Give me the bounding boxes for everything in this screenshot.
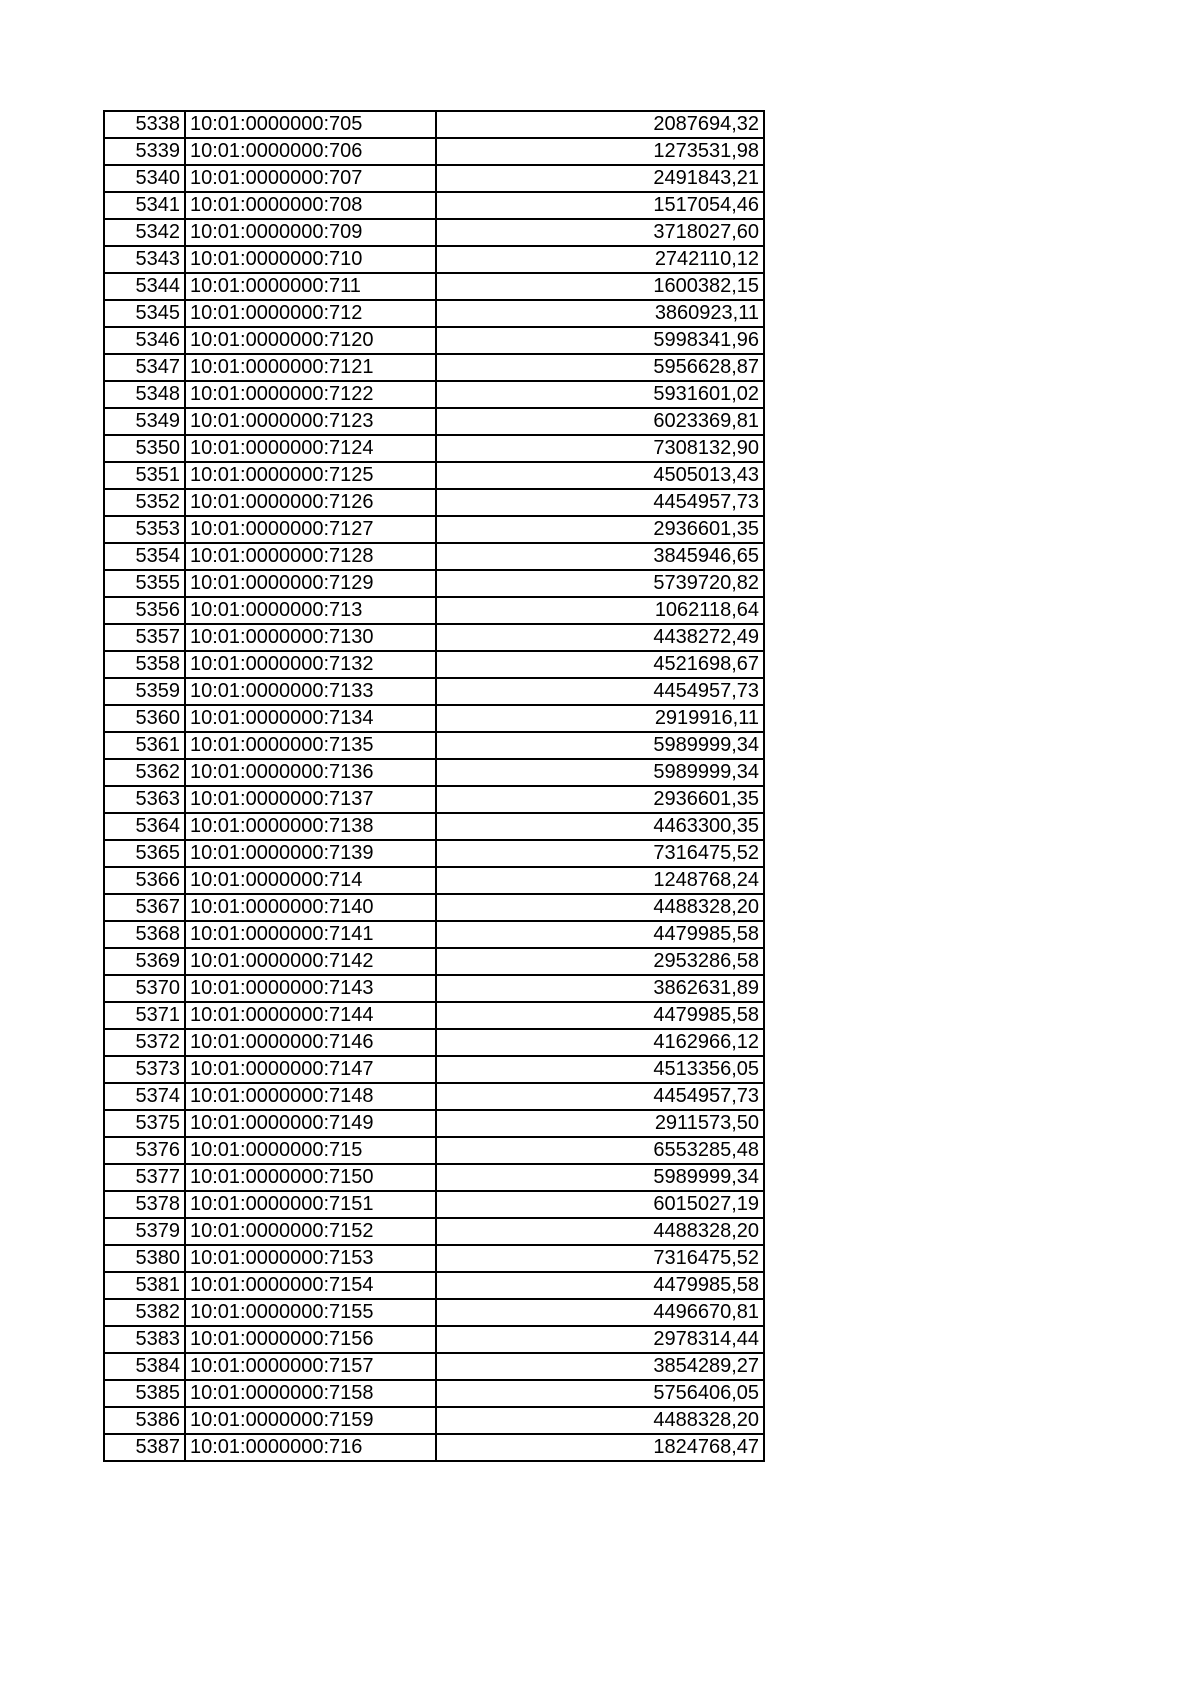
- cadastral-number-cell: 10:01:0000000:7142: [185, 948, 436, 975]
- table-row: [104, 1380, 764, 1407]
- row-number-cell: 5358: [104, 651, 185, 678]
- row-number-cell: 5381: [104, 1272, 185, 1299]
- row-number-cell: 5371: [104, 1002, 185, 1029]
- table-row: [104, 1110, 764, 1137]
- cadastral-number-cell: 10:01:0000000:708: [185, 192, 436, 219]
- row-number-cell: 5377: [104, 1164, 185, 1191]
- table-row: [104, 1299, 764, 1326]
- table-row: [104, 462, 764, 489]
- table-row: [104, 354, 764, 381]
- value-cell: 3854289,27: [436, 1353, 764, 1380]
- table-row: [104, 921, 764, 948]
- table-row: [104, 1218, 764, 1245]
- row-number-cell: 5338: [104, 111, 185, 138]
- row-number-cell: 5368: [104, 921, 185, 948]
- table-row: [104, 1083, 764, 1110]
- cadastral-number-cell: 10:01:0000000:716: [185, 1434, 436, 1461]
- cadastral-number-cell: 10:01:0000000:713: [185, 597, 436, 624]
- row-number-cell: 5355: [104, 570, 185, 597]
- cadastral-number-cell: 10:01:0000000:7153: [185, 1245, 436, 1272]
- cadastral-number-cell: 10:01:0000000:7128: [185, 543, 436, 570]
- cadastral-number-cell: 10:01:0000000:7151: [185, 1191, 436, 1218]
- value-cell: 6015027,19: [436, 1191, 764, 1218]
- row-number-cell: 5339: [104, 138, 185, 165]
- value-cell: 7316475,52: [436, 840, 764, 867]
- row-number-cell: 5359: [104, 678, 185, 705]
- value-cell: 1517054,46: [436, 192, 764, 219]
- row-number-cell: 5349: [104, 408, 185, 435]
- row-number-cell: 5379: [104, 1218, 185, 1245]
- cadastral-number-cell: 10:01:0000000:712: [185, 300, 436, 327]
- table-row: [104, 516, 764, 543]
- table-row: [104, 1326, 764, 1353]
- value-cell: 3862631,89: [436, 975, 764, 1002]
- table-row: [104, 1407, 764, 1434]
- row-number-cell: 5361: [104, 732, 185, 759]
- table-row: [104, 1434, 764, 1461]
- table-row: [104, 840, 764, 867]
- row-number-cell: 5364: [104, 813, 185, 840]
- value-cell: 6553285,48: [436, 1137, 764, 1164]
- value-cell: 2491843,21: [436, 165, 764, 192]
- table-row: [104, 300, 764, 327]
- table-row: [104, 138, 764, 165]
- data-table: [103, 110, 765, 1462]
- cadastral-number-cell: 10:01:0000000:7152: [185, 1218, 436, 1245]
- cadastral-number-cell: 10:01:0000000:7159: [185, 1407, 436, 1434]
- value-cell: 7316475,52: [436, 1245, 764, 1272]
- row-number-cell: 5344: [104, 273, 185, 300]
- value-cell: 4505013,43: [436, 462, 764, 489]
- value-cell: 2936601,35: [436, 786, 764, 813]
- row-number-cell: 5383: [104, 1326, 185, 1353]
- cadastral-number-cell: 10:01:0000000:7134: [185, 705, 436, 732]
- table-row: [104, 1002, 764, 1029]
- value-cell: 4488328,20: [436, 894, 764, 921]
- row-number-cell: 5341: [104, 192, 185, 219]
- row-number-cell: 5373: [104, 1056, 185, 1083]
- row-number-cell: 5370: [104, 975, 185, 1002]
- cadastral-number-cell: 10:01:0000000:710: [185, 246, 436, 273]
- row-number-cell: 5378: [104, 1191, 185, 1218]
- table-row: [104, 165, 764, 192]
- table-row: [104, 246, 764, 273]
- row-number-cell: 5350: [104, 435, 185, 462]
- table-row: [104, 408, 764, 435]
- value-cell: 3845946,65: [436, 543, 764, 570]
- row-number-cell: 5374: [104, 1083, 185, 1110]
- row-number-cell: 5356: [104, 597, 185, 624]
- table-row: [104, 111, 764, 138]
- row-number-cell: 5353: [104, 516, 185, 543]
- value-cell: 4496670,81: [436, 1299, 764, 1326]
- cadastral-number-cell: 10:01:0000000:7150: [185, 1164, 436, 1191]
- row-number-cell: 5342: [104, 219, 185, 246]
- cadastral-number-cell: 10:01:0000000:7135: [185, 732, 436, 759]
- row-number-cell: 5376: [104, 1137, 185, 1164]
- value-cell: 4521698,67: [436, 651, 764, 678]
- cadastral-number-cell: 10:01:0000000:7126: [185, 489, 436, 516]
- cadastral-number-cell: 10:01:0000000:7123: [185, 408, 436, 435]
- table-row: [104, 1137, 764, 1164]
- table-row: [104, 597, 764, 624]
- row-number-cell: 5384: [104, 1353, 185, 1380]
- cadastral-number-cell: 10:01:0000000:7125: [185, 462, 436, 489]
- row-number-cell: 5347: [104, 354, 185, 381]
- value-cell: 5956628,87: [436, 354, 764, 381]
- cadastral-number-cell: 10:01:0000000:7121: [185, 354, 436, 381]
- row-number-cell: 5365: [104, 840, 185, 867]
- table-row: [104, 543, 764, 570]
- value-cell: 5739720,82: [436, 570, 764, 597]
- row-number-cell: 5380: [104, 1245, 185, 1272]
- value-cell: 2742110,12: [436, 246, 764, 273]
- table-row: [104, 1245, 764, 1272]
- cadastral-number-cell: 10:01:0000000:7130: [185, 624, 436, 651]
- cadastral-number-cell: 10:01:0000000:705: [185, 111, 436, 138]
- cadastral-number-cell: 10:01:0000000:7155: [185, 1299, 436, 1326]
- value-cell: 4479985,58: [436, 921, 764, 948]
- row-number-cell: 5385: [104, 1380, 185, 1407]
- cadastral-number-cell: 10:01:0000000:7143: [185, 975, 436, 1002]
- table-row: [104, 381, 764, 408]
- cadastral-number-cell: 10:01:0000000:7141: [185, 921, 436, 948]
- cadastral-number-cell: 10:01:0000000:7157: [185, 1353, 436, 1380]
- cadastral-number-cell: 10:01:0000000:7138: [185, 813, 436, 840]
- row-number-cell: 5386: [104, 1407, 185, 1434]
- value-cell: 4479985,58: [436, 1002, 764, 1029]
- table-row: [104, 1056, 764, 1083]
- value-cell: 5989999,34: [436, 759, 764, 786]
- row-number-cell: 5345: [104, 300, 185, 327]
- table-row: [104, 948, 764, 975]
- cadastral-number-cell: 10:01:0000000:7120: [185, 327, 436, 354]
- cadastral-number-cell: 10:01:0000000:706: [185, 138, 436, 165]
- row-number-cell: 5352: [104, 489, 185, 516]
- value-cell: 2978314,44: [436, 1326, 764, 1353]
- value-cell: 5998341,96: [436, 327, 764, 354]
- value-cell: 4463300,35: [436, 813, 764, 840]
- value-cell: 1248768,24: [436, 867, 764, 894]
- cadastral-number-cell: 10:01:0000000:7147: [185, 1056, 436, 1083]
- value-cell: 4513356,05: [436, 1056, 764, 1083]
- value-cell: 5989999,34: [436, 732, 764, 759]
- value-cell: 4162966,12: [436, 1029, 764, 1056]
- value-cell: 1273531,98: [436, 138, 764, 165]
- table-body: [104, 111, 764, 1461]
- value-cell: 4479985,58: [436, 1272, 764, 1299]
- value-cell: 5756406,05: [436, 1380, 764, 1407]
- cadastral-number-cell: 10:01:0000000:7154: [185, 1272, 436, 1299]
- table-row: [104, 192, 764, 219]
- row-number-cell: 5351: [104, 462, 185, 489]
- table-row: [104, 489, 764, 516]
- table-row: [104, 570, 764, 597]
- table-row: [104, 894, 764, 921]
- cadastral-number-cell: 10:01:0000000:709: [185, 219, 436, 246]
- value-cell: 7308132,90: [436, 435, 764, 462]
- table-row: [104, 435, 764, 462]
- value-cell: 1062118,64: [436, 597, 764, 624]
- cadastral-number-cell: 10:01:0000000:7158: [185, 1380, 436, 1407]
- cadastral-number-cell: 10:01:0000000:7136: [185, 759, 436, 786]
- cadastral-number-cell: 10:01:0000000:7149: [185, 1110, 436, 1137]
- value-cell: 6023369,81: [436, 408, 764, 435]
- value-cell: 2919916,11: [436, 705, 764, 732]
- value-cell: 5931601,02: [436, 381, 764, 408]
- row-number-cell: 5343: [104, 246, 185, 273]
- row-number-cell: 5369: [104, 948, 185, 975]
- row-number-cell: 5382: [104, 1299, 185, 1326]
- table-row: [104, 786, 764, 813]
- cadastral-number-cell: 10:01:0000000:707: [185, 165, 436, 192]
- cadastral-number-cell: 10:01:0000000:7137: [185, 786, 436, 813]
- cadastral-number-cell: 10:01:0000000:7124: [185, 435, 436, 462]
- row-number-cell: 5360: [104, 705, 185, 732]
- row-number-cell: 5363: [104, 786, 185, 813]
- value-cell: 4488328,20: [436, 1218, 764, 1245]
- value-cell: 5989999,34: [436, 1164, 764, 1191]
- table-row: [104, 1191, 764, 1218]
- cadastral-number-cell: 10:01:0000000:7146: [185, 1029, 436, 1056]
- table-row: [104, 759, 764, 786]
- cadastral-number-cell: 10:01:0000000:7122: [185, 381, 436, 408]
- value-cell: 4454957,73: [436, 678, 764, 705]
- row-number-cell: 5340: [104, 165, 185, 192]
- table-row: [104, 624, 764, 651]
- table-row: [104, 273, 764, 300]
- table-row: [104, 1164, 764, 1191]
- row-number-cell: 5354: [104, 543, 185, 570]
- value-cell: 3860923,11: [436, 300, 764, 327]
- cadastral-number-cell: 10:01:0000000:714: [185, 867, 436, 894]
- table-row: [104, 1353, 764, 1380]
- cadastral-number-cell: 10:01:0000000:7132: [185, 651, 436, 678]
- cadastral-number-cell: 10:01:0000000:7133: [185, 678, 436, 705]
- value-cell: 2936601,35: [436, 516, 764, 543]
- value-cell: 4454957,73: [436, 1083, 764, 1110]
- row-number-cell: 5357: [104, 624, 185, 651]
- value-cell: 3718027,60: [436, 219, 764, 246]
- cadastral-number-cell: 10:01:0000000:7156: [185, 1326, 436, 1353]
- cadastral-number-cell: 10:01:0000000:7139: [185, 840, 436, 867]
- cadastral-number-cell: 10:01:0000000:7129: [185, 570, 436, 597]
- cadastral-number-cell: 10:01:0000000:711: [185, 273, 436, 300]
- row-number-cell: 5372: [104, 1029, 185, 1056]
- table-row: [104, 705, 764, 732]
- row-number-cell: 5367: [104, 894, 185, 921]
- row-number-cell: 5346: [104, 327, 185, 354]
- table-row: [104, 813, 764, 840]
- value-cell: 2953286,58: [436, 948, 764, 975]
- value-cell: 1824768,47: [436, 1434, 764, 1461]
- value-cell: 4488328,20: [436, 1407, 764, 1434]
- cadastral-number-cell: 10:01:0000000:715: [185, 1137, 436, 1164]
- value-cell: 2911573,50: [436, 1110, 764, 1137]
- value-cell: 4438272,49: [436, 624, 764, 651]
- table-row: [104, 867, 764, 894]
- table-row: [104, 1029, 764, 1056]
- value-cell: 1600382,15: [436, 273, 764, 300]
- table-row: [104, 1272, 764, 1299]
- row-number-cell: 5375: [104, 1110, 185, 1137]
- cadastral-number-cell: 10:01:0000000:7144: [185, 1002, 436, 1029]
- value-cell: 4454957,73: [436, 489, 764, 516]
- cadastral-number-cell: 10:01:0000000:7127: [185, 516, 436, 543]
- table-row: [104, 678, 764, 705]
- table-row: [104, 219, 764, 246]
- row-number-cell: 5348: [104, 381, 185, 408]
- row-number-cell: 5362: [104, 759, 185, 786]
- cadastral-number-cell: 10:01:0000000:7140: [185, 894, 436, 921]
- table-row: [104, 732, 764, 759]
- cadastral-number-cell: 10:01:0000000:7148: [185, 1083, 436, 1110]
- table-row: [104, 975, 764, 1002]
- value-cell: 2087694,32: [436, 111, 764, 138]
- table-row: [104, 651, 764, 678]
- table-row: [104, 327, 764, 354]
- row-number-cell: 5366: [104, 867, 185, 894]
- row-number-cell: 5387: [104, 1434, 185, 1461]
